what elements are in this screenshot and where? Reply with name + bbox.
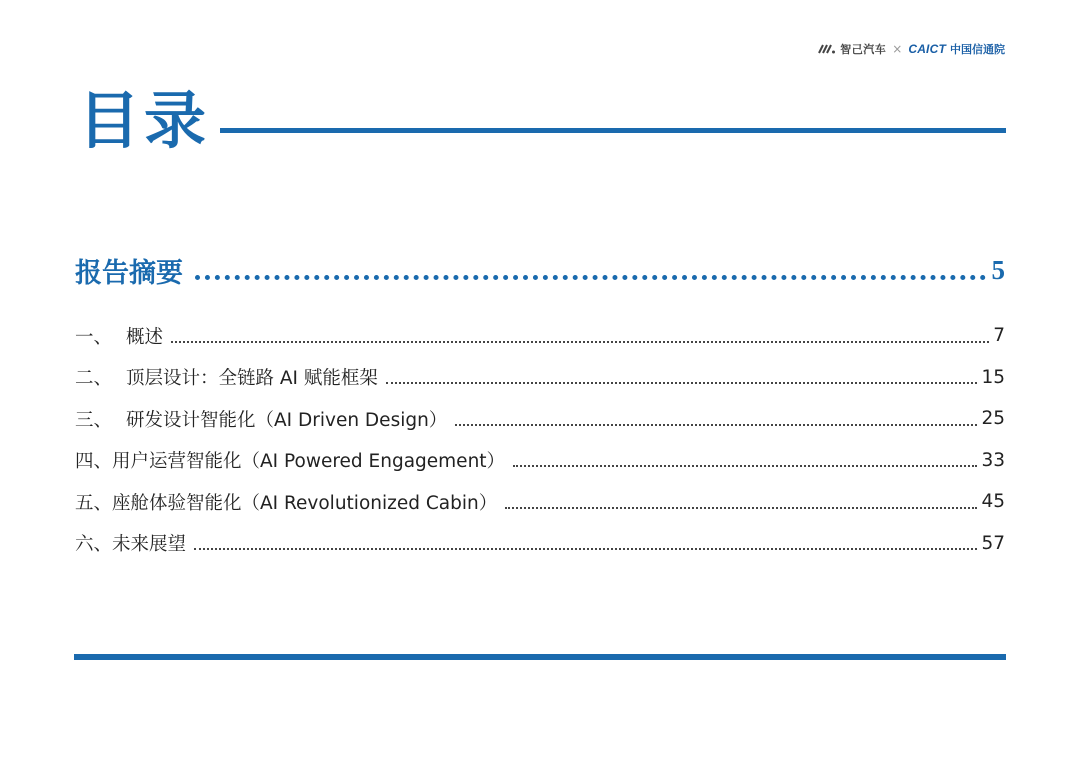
toc-list — [75, 315, 1005, 564]
entry-page-number: 25 — [981, 408, 1005, 430]
page-title: 目录 — [78, 84, 211, 157]
toc-entry[interactable] — [75, 398, 1005, 440]
header-logos — [818, 40, 1005, 58]
dot-leader — [171, 341, 989, 343]
entry-page-number: 33 — [981, 449, 1005, 471]
entry-number: 五、 — [75, 492, 113, 514]
entry-label: 未来展望 — [112, 534, 187, 556]
entry-page-number: 7 — [993, 325, 1005, 347]
entry-number: 三、 — [75, 409, 113, 431]
toc-summary-entry[interactable] — [75, 250, 1005, 290]
bottom-rule — [74, 654, 1006, 660]
entry-page-number: 15 — [981, 366, 1005, 388]
entry-number: 二、 — [75, 368, 113, 390]
logo-separator: × — [892, 42, 903, 56]
entry-number: 四、 — [75, 451, 113, 473]
dot-leader — [455, 424, 977, 426]
caict-logo-cn: 中国信通院 — [950, 43, 1005, 56]
summary-label: 报告摘要 — [75, 257, 183, 289]
dot-leader — [386, 382, 978, 384]
zhiji-logo-icon — [818, 44, 836, 54]
toc-entry[interactable] — [75, 357, 1005, 399]
toc-entry[interactable] — [75, 481, 1005, 523]
entry-page-number: 45 — [981, 491, 1005, 513]
entry-label: 研发设计智能化（AI Driven Design） — [126, 409, 448, 431]
entry-page-number: 57 — [981, 532, 1005, 554]
dot-leader — [194, 548, 977, 550]
toc-entry[interactable] — [75, 523, 1005, 565]
entry-number: 一、 — [75, 326, 113, 348]
toc-entry[interactable] — [75, 440, 1005, 482]
dot-leader — [513, 465, 977, 467]
entry-label: 座舱体验智能化（AI Revolutionized Cabin） — [112, 492, 498, 514]
zhiji-logo-text: 智己汽车 — [840, 43, 887, 56]
summary-page-number: 5 — [991, 254, 1005, 285]
dot-leader — [505, 507, 977, 509]
entry-label: 概述 — [126, 326, 164, 348]
entry-number: 六、 — [75, 534, 113, 556]
toc-entry[interactable] — [75, 315, 1005, 357]
title-rule — [220, 128, 1006, 133]
caict-logo-text: CAICT — [908, 42, 946, 56]
dot-leader — [195, 275, 986, 280]
entry-label: 用户运营智能化（AI Powered Engagement） — [112, 451, 506, 473]
entry-label: 顶层设计：全链路 AI 赋能框架 — [126, 368, 378, 390]
